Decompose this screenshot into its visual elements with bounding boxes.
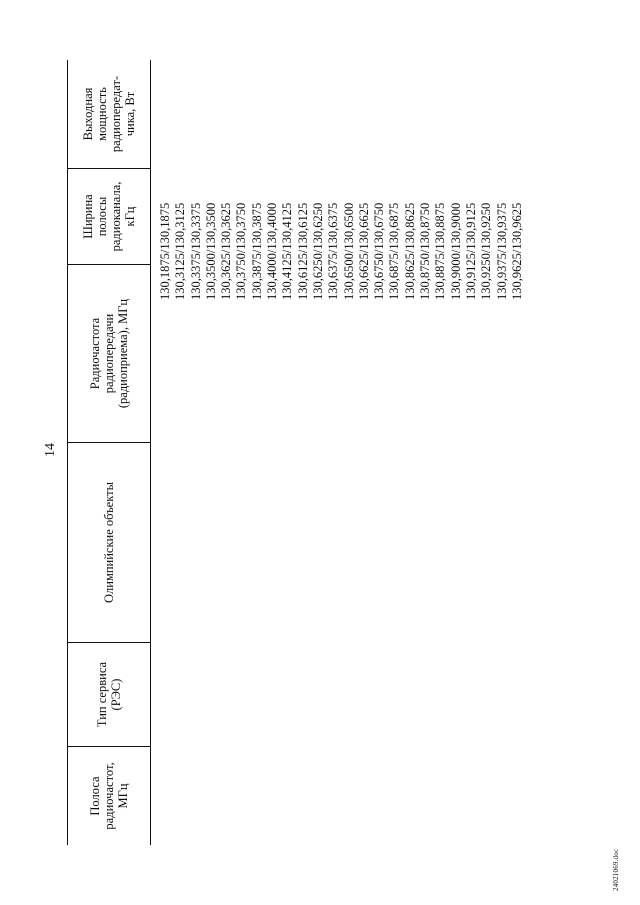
frequency-value: 130,1875/130,1875	[158, 202, 172, 300]
frequency-value: 130,6750/130,6750	[372, 202, 387, 300]
frequency-value: 130,8750/130,8750	[418, 202, 433, 300]
page-number: 14	[43, 443, 58, 457]
frequency-value: 130,6375/130,6375	[326, 202, 341, 300]
frequency-value: 130,3500/130,3500	[203, 202, 218, 300]
header-power: Выходная мощность радиопередат-чика, Вт	[81, 75, 137, 153]
frequency-value: 130,9375/130,9375	[494, 202, 509, 300]
frequency-list	[158, 0, 525, 300]
frequency-value: 130,6500/130,6500	[341, 202, 356, 300]
frequency-value: 130,6625/130,6625	[356, 202, 371, 300]
frequency-value: 130,8875/130,8875	[433, 202, 448, 300]
frequency-value: 130,3375/130,3375	[188, 202, 203, 300]
frequency-value: 130,9125/130,9125	[463, 202, 478, 300]
frequency-value: 130,4000/130,4000	[265, 202, 280, 300]
frequency-value: 130,6875/130,6875	[387, 202, 402, 300]
frequency-value: 130,3625/130,3625	[219, 202, 234, 300]
frequency-value: 130,6250/130,6250	[310, 202, 325, 300]
header-objects: Олимпийские объекты	[102, 482, 116, 603]
frequency-value: 130,6125/130,6125	[295, 202, 310, 300]
frequency-value: 130,8625/130,8625	[402, 202, 417, 300]
frequency-value: 130,9000/130,9000	[448, 202, 463, 300]
frequency-value: 130,4125/130,4125	[280, 202, 295, 300]
header-bandwidth: Ширина полосы радиоканала, кГц	[81, 181, 137, 252]
header-band: Полоса радиочастот, МГц	[88, 762, 130, 830]
frequency-value: 130,9250/130,9250	[479, 202, 494, 300]
header-frequency: Радиочастота радиопередачи (радиоприема), МГц	[88, 298, 130, 409]
frequency-value: 130,3125/130,3125	[173, 202, 188, 300]
header-service-type: Тип сервиса (РЭС)	[95, 661, 123, 728]
frequency-value: 130,9625/130,9625	[509, 202, 524, 300]
frequency-value: 130,3875/130,3875	[249, 202, 264, 300]
frequency-value: 130,3750/130,3750	[234, 202, 249, 300]
footer-filename: 24021069.doc	[612, 848, 620, 891]
